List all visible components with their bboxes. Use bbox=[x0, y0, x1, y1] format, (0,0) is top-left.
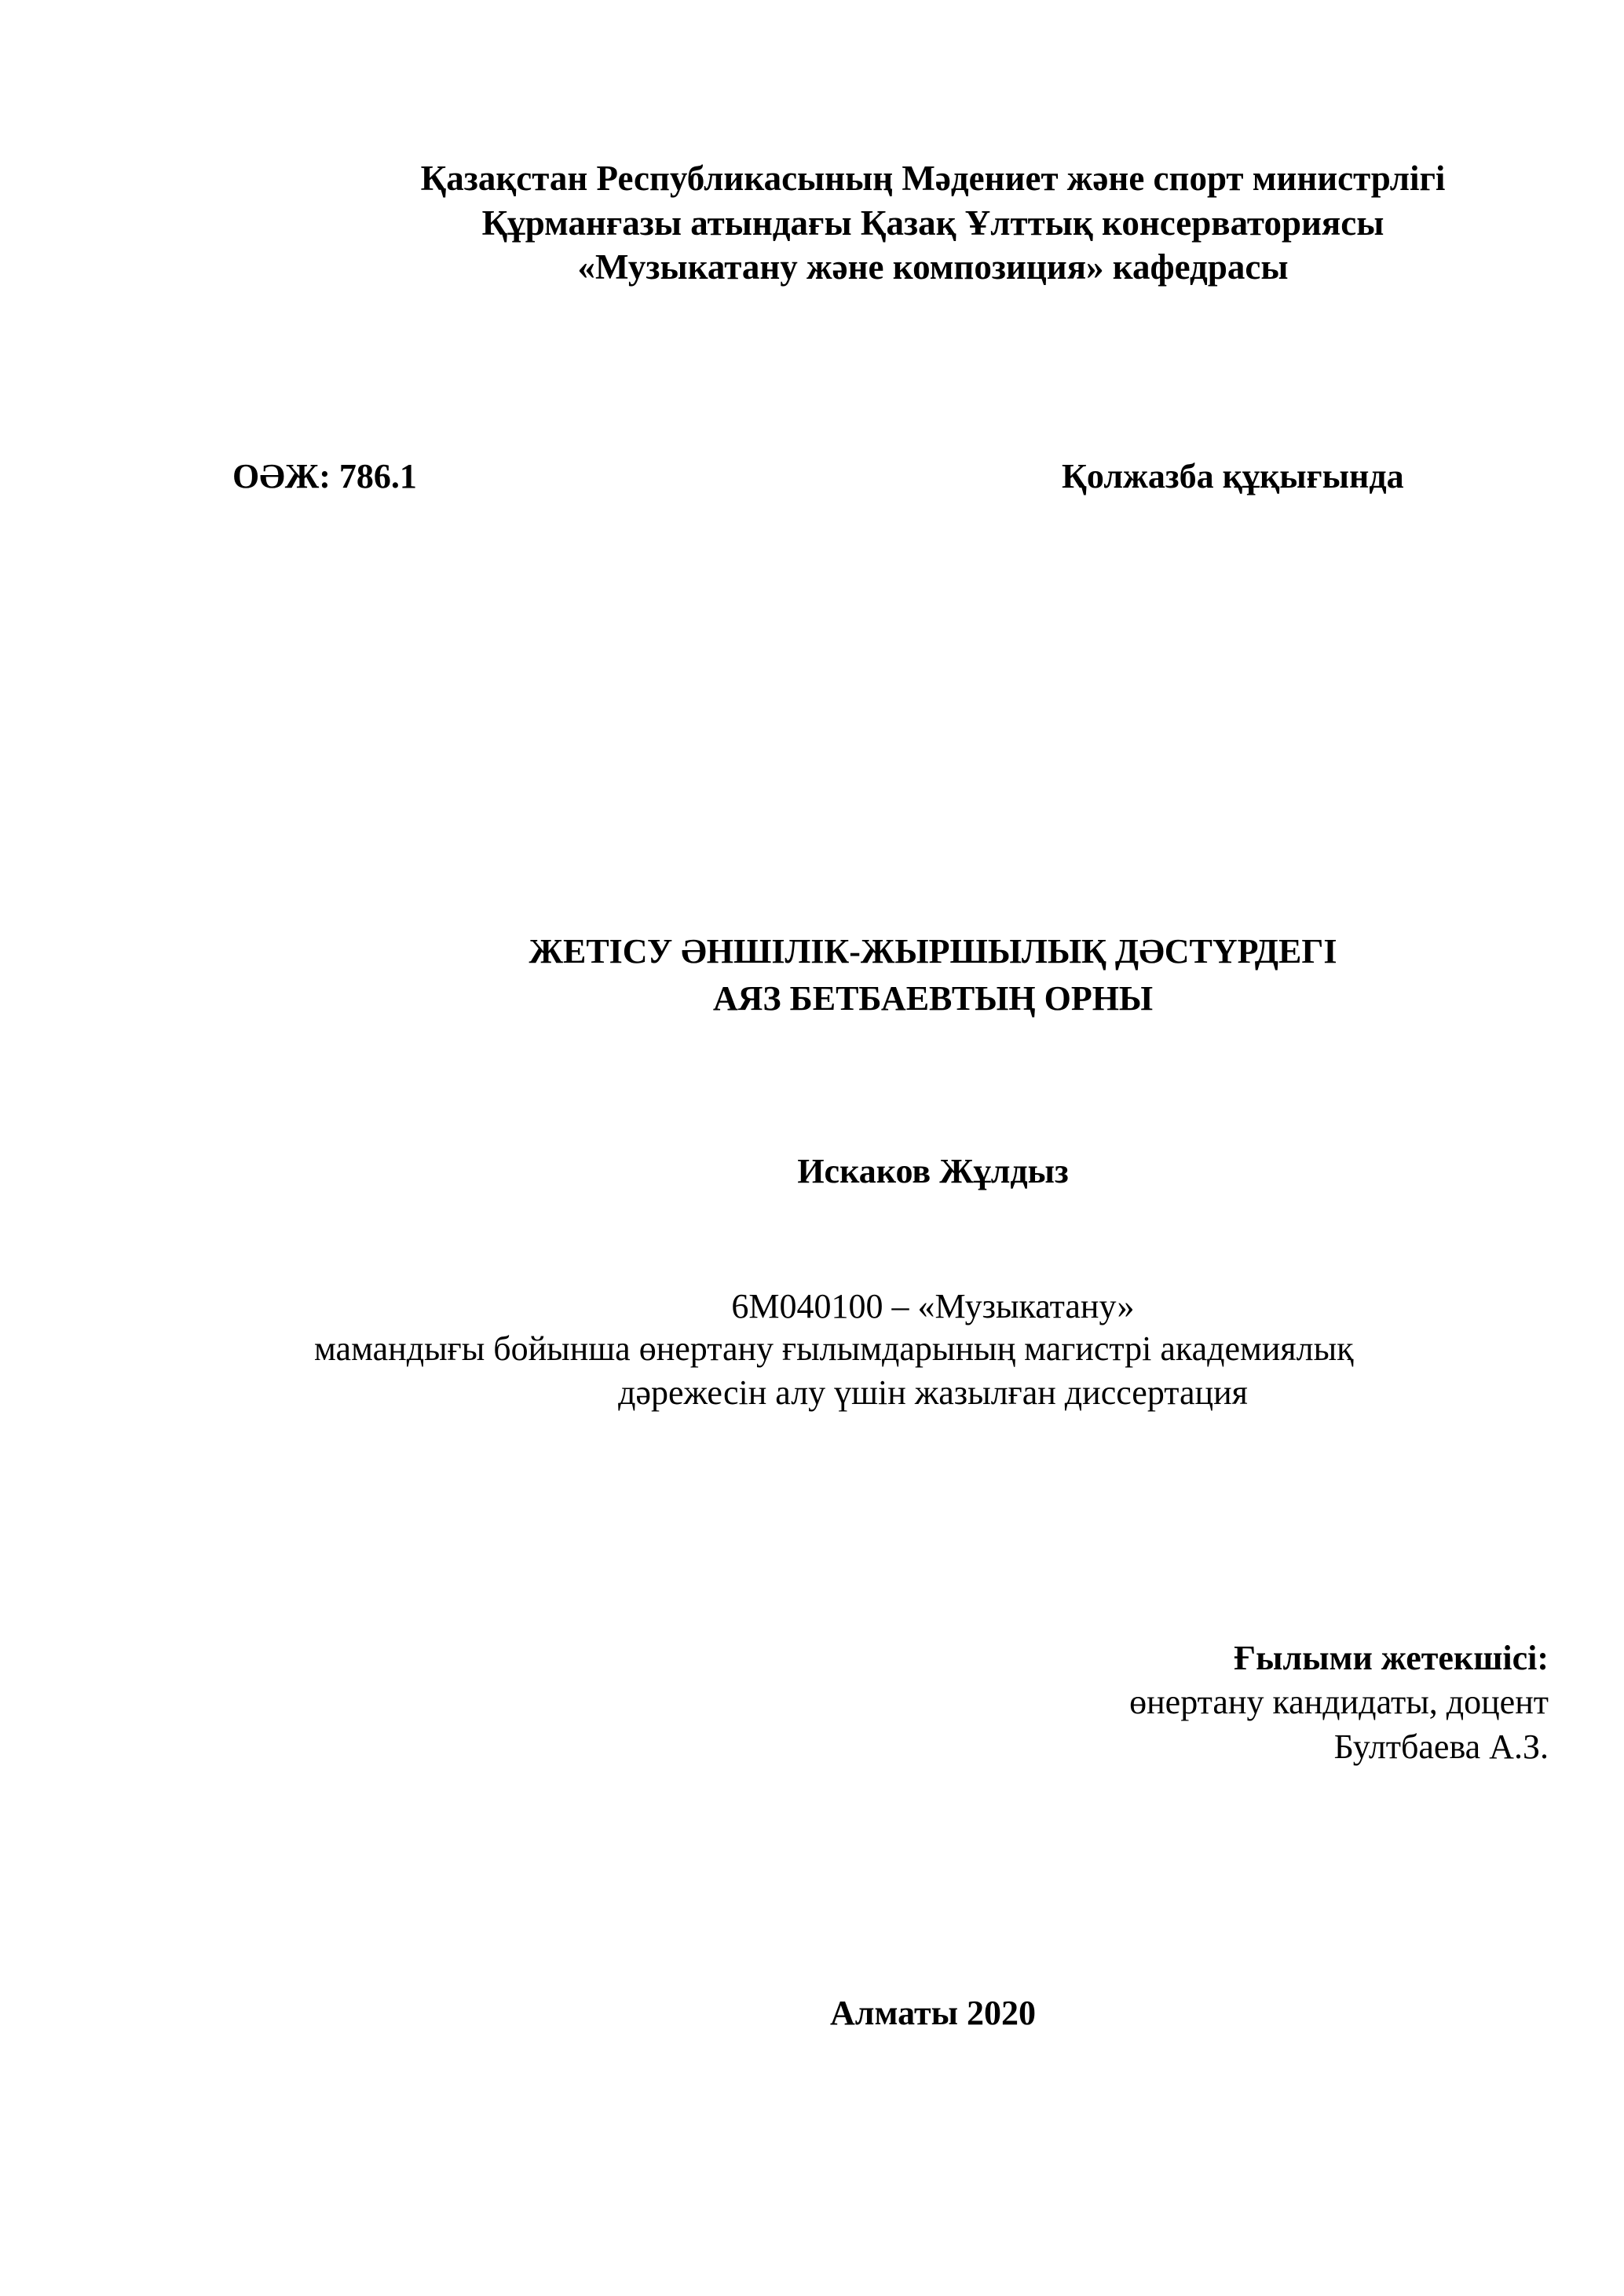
supervisor-degree: өнертану кандидаты, доцент bbox=[1129, 1683, 1549, 1721]
department-heading: «Музыкатану және композиция» кафедрасы bbox=[577, 247, 1289, 287]
conservatory-heading: Құрманғазы атындағы Қазақ Ұлттық консерваториясы bbox=[481, 203, 1384, 243]
ministry-heading: Қазақстан Республикасының Мәдениет және спорт министрлігі bbox=[420, 159, 1446, 198]
supervisor-name: Бултбаева А.З. bbox=[1333, 1727, 1549, 1766]
city-year: Алматы 2020 bbox=[830, 1994, 1036, 2032]
thesis-title-line1: ЖЕТІСУ ӘНШІЛІК-ЖЫРШЫЛЫҚ ДӘСТҮРДЕГІ bbox=[529, 932, 1337, 971]
specialty-description-line1: мамандығы бойынша өнертану ғылымдарының магистрі академиялық bbox=[314, 1329, 1354, 1368]
specialty-description-line2: дәрежесін алу үшін жазылған диссертация bbox=[618, 1373, 1248, 1412]
supervisor-heading: Ғылыми жетекшісі: bbox=[1234, 1639, 1549, 1677]
udc-code: ОӘЖ: 786.1 bbox=[232, 457, 417, 495]
specialty-code: 6М040100 – «Музыкатану» bbox=[731, 1287, 1135, 1325]
manuscript-rights: Қолжазба құқығында bbox=[1062, 457, 1404, 495]
author-name: Искаков Жұлдыз bbox=[797, 1152, 1069, 1190]
thesis-title-line2: АЯЗ БЕТБАЕВТЫҢ ОРНЫ bbox=[712, 979, 1154, 1018]
